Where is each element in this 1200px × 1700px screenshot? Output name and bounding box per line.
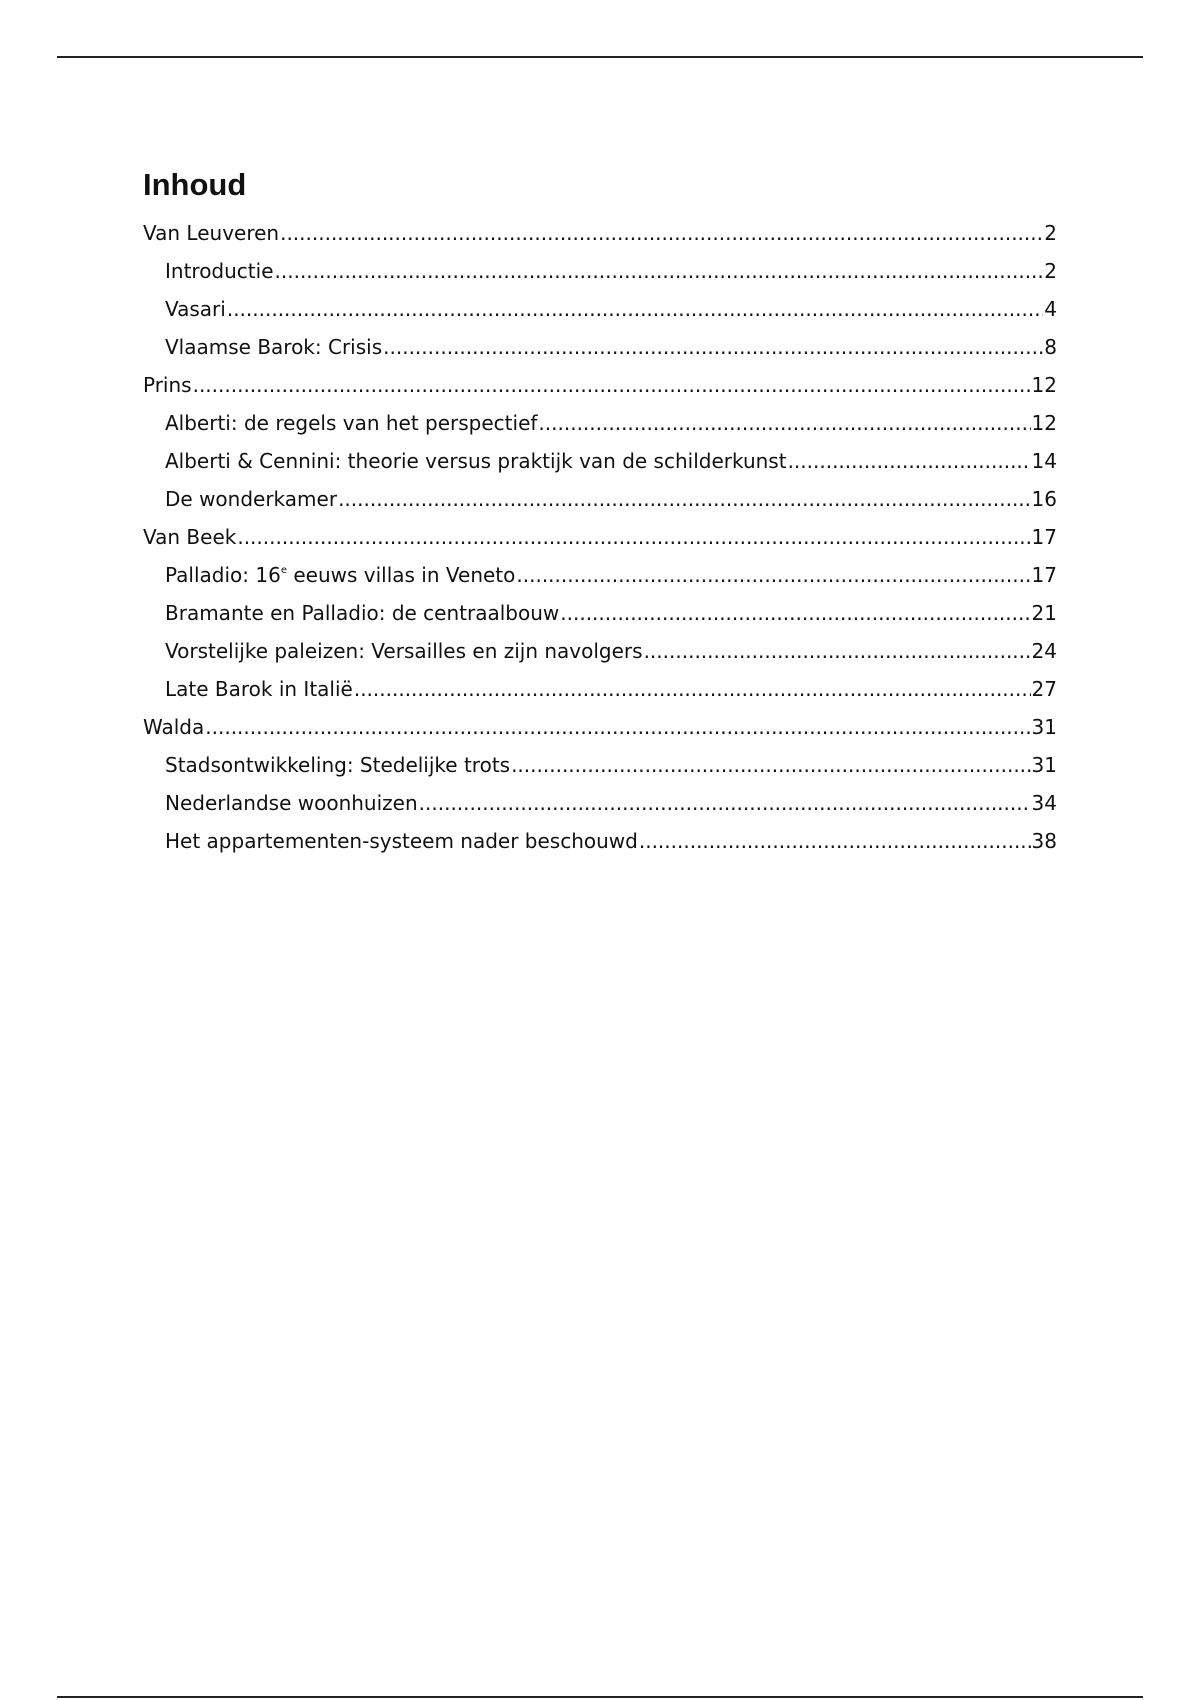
toc-subsection-entry[interactable] <box>143 480 1057 518</box>
toc-entry-label <box>165 632 643 670</box>
toc-entry-label-text: Alberti: de regels van het perspectief <box>165 411 538 435</box>
toc-entry-label-text: Van Leuveren <box>143 221 280 245</box>
toc-entry-label <box>165 822 638 860</box>
toc-subsection-entry[interactable] <box>143 404 1057 442</box>
toc-entry-label-text: Vorstelijke paleizen: Versailles en zijn navolgers <box>165 639 643 663</box>
toc-dot-leader <box>644 632 1031 670</box>
toc-subsection-entry[interactable] <box>143 252 1057 290</box>
toc-entry-label <box>165 290 226 328</box>
toc-dot-leader <box>419 784 1031 822</box>
toc-title: Inhoud <box>143 167 247 202</box>
toc-page-number: 27 <box>1031 677 1057 701</box>
toc-entry-label-suffix: eeuws villas in Veneto <box>286 563 516 587</box>
toc-entry-label-text: Palladio: 16 <box>165 563 281 587</box>
toc-section-entry[interactable] <box>143 214 1057 252</box>
toc-dot-leader <box>205 708 1030 746</box>
toc-dot-leader <box>788 442 1031 480</box>
toc-entry-label <box>143 366 192 404</box>
toc-dot-leader <box>193 366 1031 404</box>
toc-dot-leader <box>338 480 1030 518</box>
toc-page-number: 31 <box>1031 753 1057 777</box>
toc-page-number: 2 <box>1044 259 1057 283</box>
table-of-contents <box>143 166 1057 860</box>
toc-dot-leader <box>560 594 1030 632</box>
toc-dot-leader <box>383 328 1043 366</box>
toc-subsection-entry[interactable] <box>143 442 1057 480</box>
toc-entry-label-text: Alberti & Cennini: theorie versus praktijk van de schilderkunst <box>165 449 787 473</box>
toc-page-number: 31 <box>1031 715 1057 739</box>
toc-subsection-entry[interactable] <box>143 556 1057 594</box>
toc-page-number: 21 <box>1031 601 1057 625</box>
toc-page-number: 24 <box>1031 639 1057 663</box>
toc-dot-leader <box>237 518 1030 556</box>
toc-entry-label-text: Late Barok in Italië <box>165 677 353 701</box>
toc-entry-label <box>165 480 337 518</box>
toc-entry-label <box>165 670 353 708</box>
toc-subsection-entry[interactable] <box>143 822 1057 860</box>
toc-entry-label-text: De wonderkamer <box>165 487 338 511</box>
footer-rule <box>57 1696 1143 1698</box>
toc-page-number: 38 <box>1031 829 1057 853</box>
toc-entry-label <box>165 404 537 442</box>
toc-dot-leader <box>275 252 1044 290</box>
toc-section-entry[interactable] <box>143 366 1057 404</box>
toc-subsection-entry[interactable] <box>143 784 1057 822</box>
toc-entry-label-text: Vasari <box>165 297 226 321</box>
toc-entry-label <box>143 518 236 556</box>
toc-dot-leader <box>511 746 1030 784</box>
toc-page-number: 8 <box>1044 335 1057 359</box>
toc-dot-leader <box>354 670 1031 708</box>
toc-entry-label-text: Het appartementen-systeem nader beschouwd <box>165 829 638 853</box>
toc-entry-label-text: Prins <box>143 373 192 397</box>
toc-entry-label <box>143 708 204 746</box>
toc-dot-leader <box>280 214 1043 252</box>
toc-entry-superscript: e <box>280 565 287 576</box>
toc-dot-leader <box>639 822 1031 860</box>
toc-entry-label <box>165 328 382 366</box>
toc-entry-label <box>165 746 510 784</box>
toc-entry-label <box>165 442 787 480</box>
toc-page-number: 17 <box>1031 525 1057 549</box>
toc-subsection-entry[interactable] <box>143 594 1057 632</box>
toc-subsection-entry[interactable] <box>143 632 1057 670</box>
toc-entry-label-text: Vlaamse Barok: Crisis <box>165 335 383 359</box>
toc-page-number: 4 <box>1044 297 1057 321</box>
toc-entry-label <box>165 556 515 594</box>
toc-entry-label-text: Nederlandse woonhuizen <box>165 791 418 815</box>
toc-entry-label <box>165 252 274 290</box>
toc-entry-label <box>165 784 418 822</box>
toc-page-number: 34 <box>1031 791 1057 815</box>
toc-page-number: 16 <box>1031 487 1057 511</box>
toc-entry-label-text: Stadsontwikkeling: Stedelijke trots <box>165 753 511 777</box>
toc-subsection-entry[interactable] <box>143 328 1057 366</box>
toc-entry-label <box>165 594 559 632</box>
toc-subsection-entry[interactable] <box>143 290 1057 328</box>
toc-section-entry[interactable] <box>143 518 1057 556</box>
toc-entry-label-text: Walda <box>143 715 205 739</box>
toc-list <box>143 214 1057 860</box>
toc-page-number: 12 <box>1031 411 1057 435</box>
toc-page-number: 2 <box>1044 221 1057 245</box>
toc-dot-leader <box>227 290 1043 328</box>
toc-page-number: 12 <box>1031 373 1057 397</box>
toc-subsection-entry[interactable] <box>143 746 1057 784</box>
toc-entry-label-text: Bramante en Palladio: de centraalbouw <box>165 601 560 625</box>
toc-page-number: 14 <box>1031 449 1057 473</box>
toc-entry-label-text: Introductie <box>165 259 274 283</box>
toc-dot-leader <box>516 556 1030 594</box>
toc-section-entry[interactable] <box>143 708 1057 746</box>
header-rule <box>57 56 1143 58</box>
toc-entry-label-text: Van Beek <box>143 525 237 549</box>
toc-dot-leader <box>538 404 1030 442</box>
toc-page-number: 17 <box>1031 563 1057 587</box>
toc-subsection-entry[interactable] <box>143 670 1057 708</box>
toc-entry-label <box>143 214 279 252</box>
